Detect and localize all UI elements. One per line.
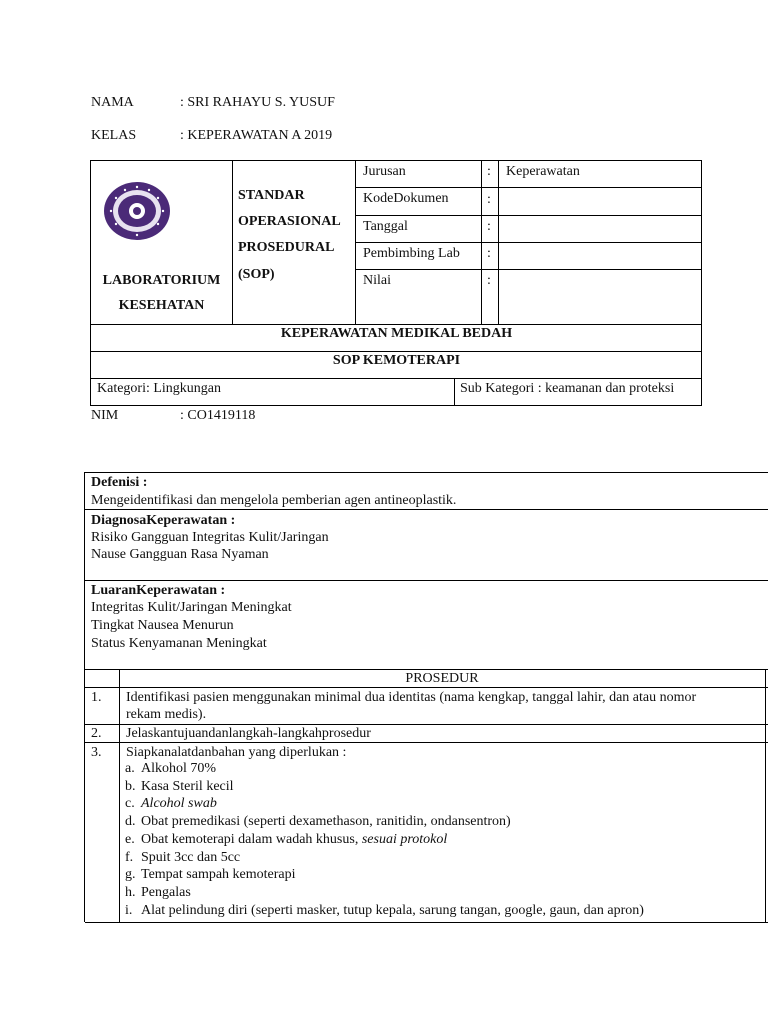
department-title: KEPERAWATAN MEDIKAL BEDAH [280,326,513,341]
category: Kategori: Lingkungan [97,381,222,396]
list-item: e. Obat kemoterapi dalam wadah khusus, sesuai protokol [125,831,448,847]
name-label: NAMA [91,95,134,110]
university-seal-logo [103,181,171,241]
definition-text: Mengeidentifikasi dan mengelola pemberian agen antineoplastik. [91,493,457,508]
field-label-jurusan: Jurusan [363,164,406,179]
diagnosis-item: Risiko Gangguan Integritas Kulit/Jaringan [91,530,329,545]
materials-list [125,760,644,919]
field-sep: : [487,219,491,234]
outcome-item: Status Kenyamanan Meningkat [91,636,267,651]
field-sep: : [487,192,491,207]
step-text: Identifikasi pasien menggunakan minimal dua identitas (nama kengkap, tanggal lahir, dan atau nomor [126,690,697,705]
outcome-item: Tingkat Nausea Menurun [91,618,234,633]
list-item: c. Alcohol swab [125,796,217,812]
field-sep: : [487,246,491,261]
class-label: KELAS [91,128,137,143]
step-text: Siapkanalatdanbahan yang diperlukan : [126,745,347,760]
lab-title-line1: LABORATORIUM [102,273,221,288]
sop-title-line4: (SOP) [238,267,275,282]
sop-title-line2: OPERASIONAL [238,214,341,229]
diagnosis-item: Nause Gangguan Rasa Nyaman [91,547,269,562]
procedure-title: PROSEDUR [405,671,479,686]
sop-title-line3: PROSEDURAL [238,240,335,255]
sop-header-table [90,160,702,406]
diagnosis-title: DiagnosaKeperawatan : [91,513,236,528]
step-text: rekam medis). [126,707,207,722]
list-item: a. Alkohol 70% [125,761,217,776]
field-label-kode-dokumen: KodeDokumen [363,191,449,206]
step-number: 2. [91,726,102,741]
subcategory: Sub Kategori : keamanan dan proteksi [460,381,675,396]
list-item: d. Obat premedikasi (seperti dexamethason, ranitidin, ondansentron) [125,814,511,830]
sop-name: SOP KEMOTERAPI [332,353,461,368]
list-item: i. Alat pelindung diri (seperti masker, tutup kepala, sarung tangan, google, gaun, dan apron) [125,902,644,918]
diagnosis-section [85,510,768,581]
step-number: 3. [91,745,102,760]
list-item: g. Tempat sampah kemoterapi [125,867,296,883]
step-text: Jelaskantujuandanlangkah-langkahprosedur [126,726,371,741]
field-label-pembimbing-lab: Pembimbing Lab [363,246,460,261]
field-label-nilai: Nilai [363,273,391,288]
field-label-tanggal: Tanggal [363,219,408,234]
outcome-item: Integritas Kulit/Jaringan Meningkat [91,600,292,615]
sop-title-line1: STANDAR [238,188,305,203]
list-item: h. Pengalas [125,884,191,900]
list-item: b. Kasa Steril kecil [125,778,234,794]
name-value: : SRI RAHAYU S. YUSUF [180,95,335,110]
procedure-step [85,688,768,725]
class-value: : KEPERAWATAN A 2019 [180,128,333,143]
nim-value: : CO1419118 [180,408,256,423]
lab-title-line2: KESEHATAN [118,298,205,313]
list-item: f. Spuit 3cc dan 5cc [125,849,241,865]
field-value-jurusan: Keperawatan [506,164,580,179]
outcome-title: LuaranKeperawatan : [91,583,226,598]
nim-label: NIM [91,408,119,423]
outcome-section [85,581,768,670]
step-number: 1. [91,690,102,705]
field-sep: : [487,273,491,288]
definition-section [85,473,768,510]
procedure-header-row [85,670,768,688]
field-sep: : [487,164,491,179]
definition-title: Defenisi : [91,475,148,490]
procedure-step [85,725,768,743]
